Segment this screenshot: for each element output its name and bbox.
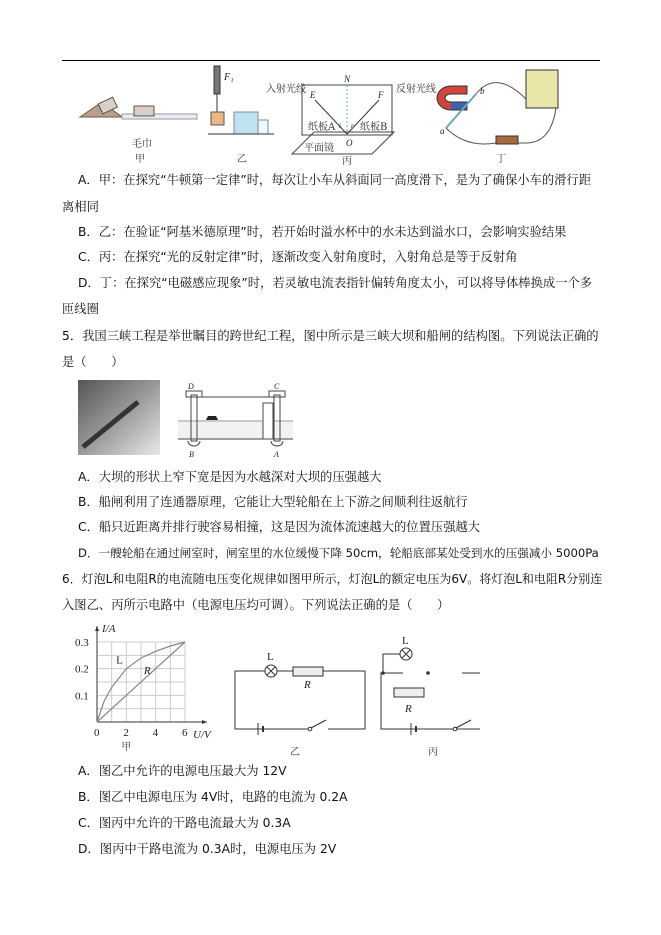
q6-option-b: B．图乙中电源电压为 4V时，电路的电流为 0.2A <box>78 790 348 804</box>
caption-bing: 丙 <box>428 747 438 758</box>
q6-option-d: D．图丙中干路电流为 0.3A时，电源电压为 2V <box>78 842 337 856</box>
label-E: E <box>310 90 316 100</box>
q4-option-d: D．丁：在探究“电磁感应现象”时，若灵敏电流表指针偏转角度太小，可以将导体棒换成一个多 <box>78 276 593 290</box>
x-tick-label: 2 <box>123 727 129 739</box>
towel-label: 毛巾 <box>132 139 152 150</box>
q5-stem-cont: 是（ ） <box>62 355 124 369</box>
circuits <box>230 630 480 760</box>
ship-lock-diagram <box>178 382 293 459</box>
q6-stem: 6．灯泡L和电阻R的电流随电压变化规律如图甲所示，灯泡L的额定电压为6V。将灯泡L和电阻R分别连 <box>62 572 603 586</box>
x-tick-label: 4 <box>152 727 159 739</box>
q4-figures <box>62 62 622 167</box>
label-i: i <box>339 122 341 130</box>
figure-ding <box>437 70 558 165</box>
caption-ding: 丁 <box>496 154 506 165</box>
switch-icon <box>456 720 471 728</box>
x-tick-label: 6 <box>182 727 188 739</box>
series-label-L: L <box>116 654 123 667</box>
q5-figure <box>78 377 293 459</box>
q6-option-c: C．图丙中允许的干路电流最大为 0.3A <box>78 816 291 830</box>
label-A: A <box>274 450 279 459</box>
incident-ray-label: 入射光线 <box>266 84 306 95</box>
label-O: O <box>346 138 353 148</box>
label-C: C <box>274 382 280 391</box>
label-r: r <box>351 122 354 130</box>
label-N: N <box>344 74 351 84</box>
header-rule <box>62 60 600 61</box>
board-a-label: 纸板A <box>308 122 336 133</box>
circuit-yi <box>235 651 365 758</box>
reflected-ray-label: 反射光线 <box>396 84 436 95</box>
q6-stem-cont: 入图乙、丙所示电路中（电源电压均可调）。下列说法正确的是（ ） <box>62 598 450 612</box>
q5-stem: 5．我国三峡工程是举世瞩目的跨世纪工程，图中所示是三峡大坝和船闸的结构图。下列说法正确的 <box>62 329 599 343</box>
y-axis-label: I/A <box>102 623 116 635</box>
switch-icon <box>311 720 326 728</box>
figure-yi <box>208 66 274 165</box>
q4-option-a-cont: 离相同 <box>62 200 99 214</box>
x-tick-label: 0 <box>94 727 100 739</box>
q4-option-c: C．丙：在探究“光的反射定律”时，逐渐改变入射角度时，入射角总是等于反射角 <box>78 250 518 264</box>
q4-option-d-cont: 匝线圈 <box>62 302 99 316</box>
q5-option-d: D．一艘轮船在通过闸室时，闸室里的水位缓慢下降 50cm，轮船底部某处受到水的压强减小 5000Pa <box>78 546 599 560</box>
lamp-label: L <box>267 651 274 663</box>
board-b-label: 纸板B <box>360 122 388 133</box>
label-D: D <box>188 382 194 391</box>
q5-option-b: B．船闸利用了连通器原理，它能让大型轮船在上下游之间顺利往返航行 <box>78 495 468 509</box>
series-label-R: R <box>143 665 151 677</box>
lamp-label: L <box>402 635 409 647</box>
q5-option-a: A．大坝的形状上窄下宽是因为水越深对大坝的压强越大 <box>78 470 382 484</box>
caption-bing: 丙 <box>342 156 352 167</box>
force-label: F₁ <box>224 72 234 83</box>
y-tick-label: 0.2 <box>75 663 89 676</box>
x-axis-label: U/V <box>193 729 211 741</box>
resistor-label: R <box>304 679 311 691</box>
label-b: b <box>480 86 485 96</box>
q4-option-b: B．乙：在验证“阿基米德原理”时，若开始时溢水杯中的水未达到溢水口，会影响实验结果 <box>78 225 567 239</box>
y-tick-label: 0.1 <box>75 690 89 703</box>
mirror-label: 平面镜 <box>304 143 334 154</box>
q6-option-a: A．图乙中允许的电源电压最大为 12V <box>78 764 287 778</box>
caption-jia: 甲 <box>135 154 145 165</box>
q4-option-a: A．甲：在探究“牛顿第一定律”时，每次让小车从斜面同一高度滑下，是为了确保小车的滑行距 <box>78 173 592 187</box>
caption-yi: 乙 <box>237 154 247 165</box>
resistor-icon <box>293 667 323 676</box>
label-F: F <box>378 90 384 100</box>
resistor-icon <box>394 688 424 697</box>
circuit-bing <box>381 635 480 758</box>
caption-yi: 乙 <box>290 747 300 758</box>
iu-chart <box>75 618 215 753</box>
chart-caption: 甲 <box>121 742 132 753</box>
q5-option-c: C．船只近距离并排行驶容易相撞，这是因为流体流速越大的位置压强越大 <box>78 520 481 534</box>
figure-bing <box>266 74 436 167</box>
label-B: B <box>189 450 194 459</box>
y-tick-label: 0.3 <box>75 637 89 649</box>
label-a: a <box>440 126 445 136</box>
figure-jia <box>80 97 197 165</box>
resistor-label: R <box>405 703 412 715</box>
